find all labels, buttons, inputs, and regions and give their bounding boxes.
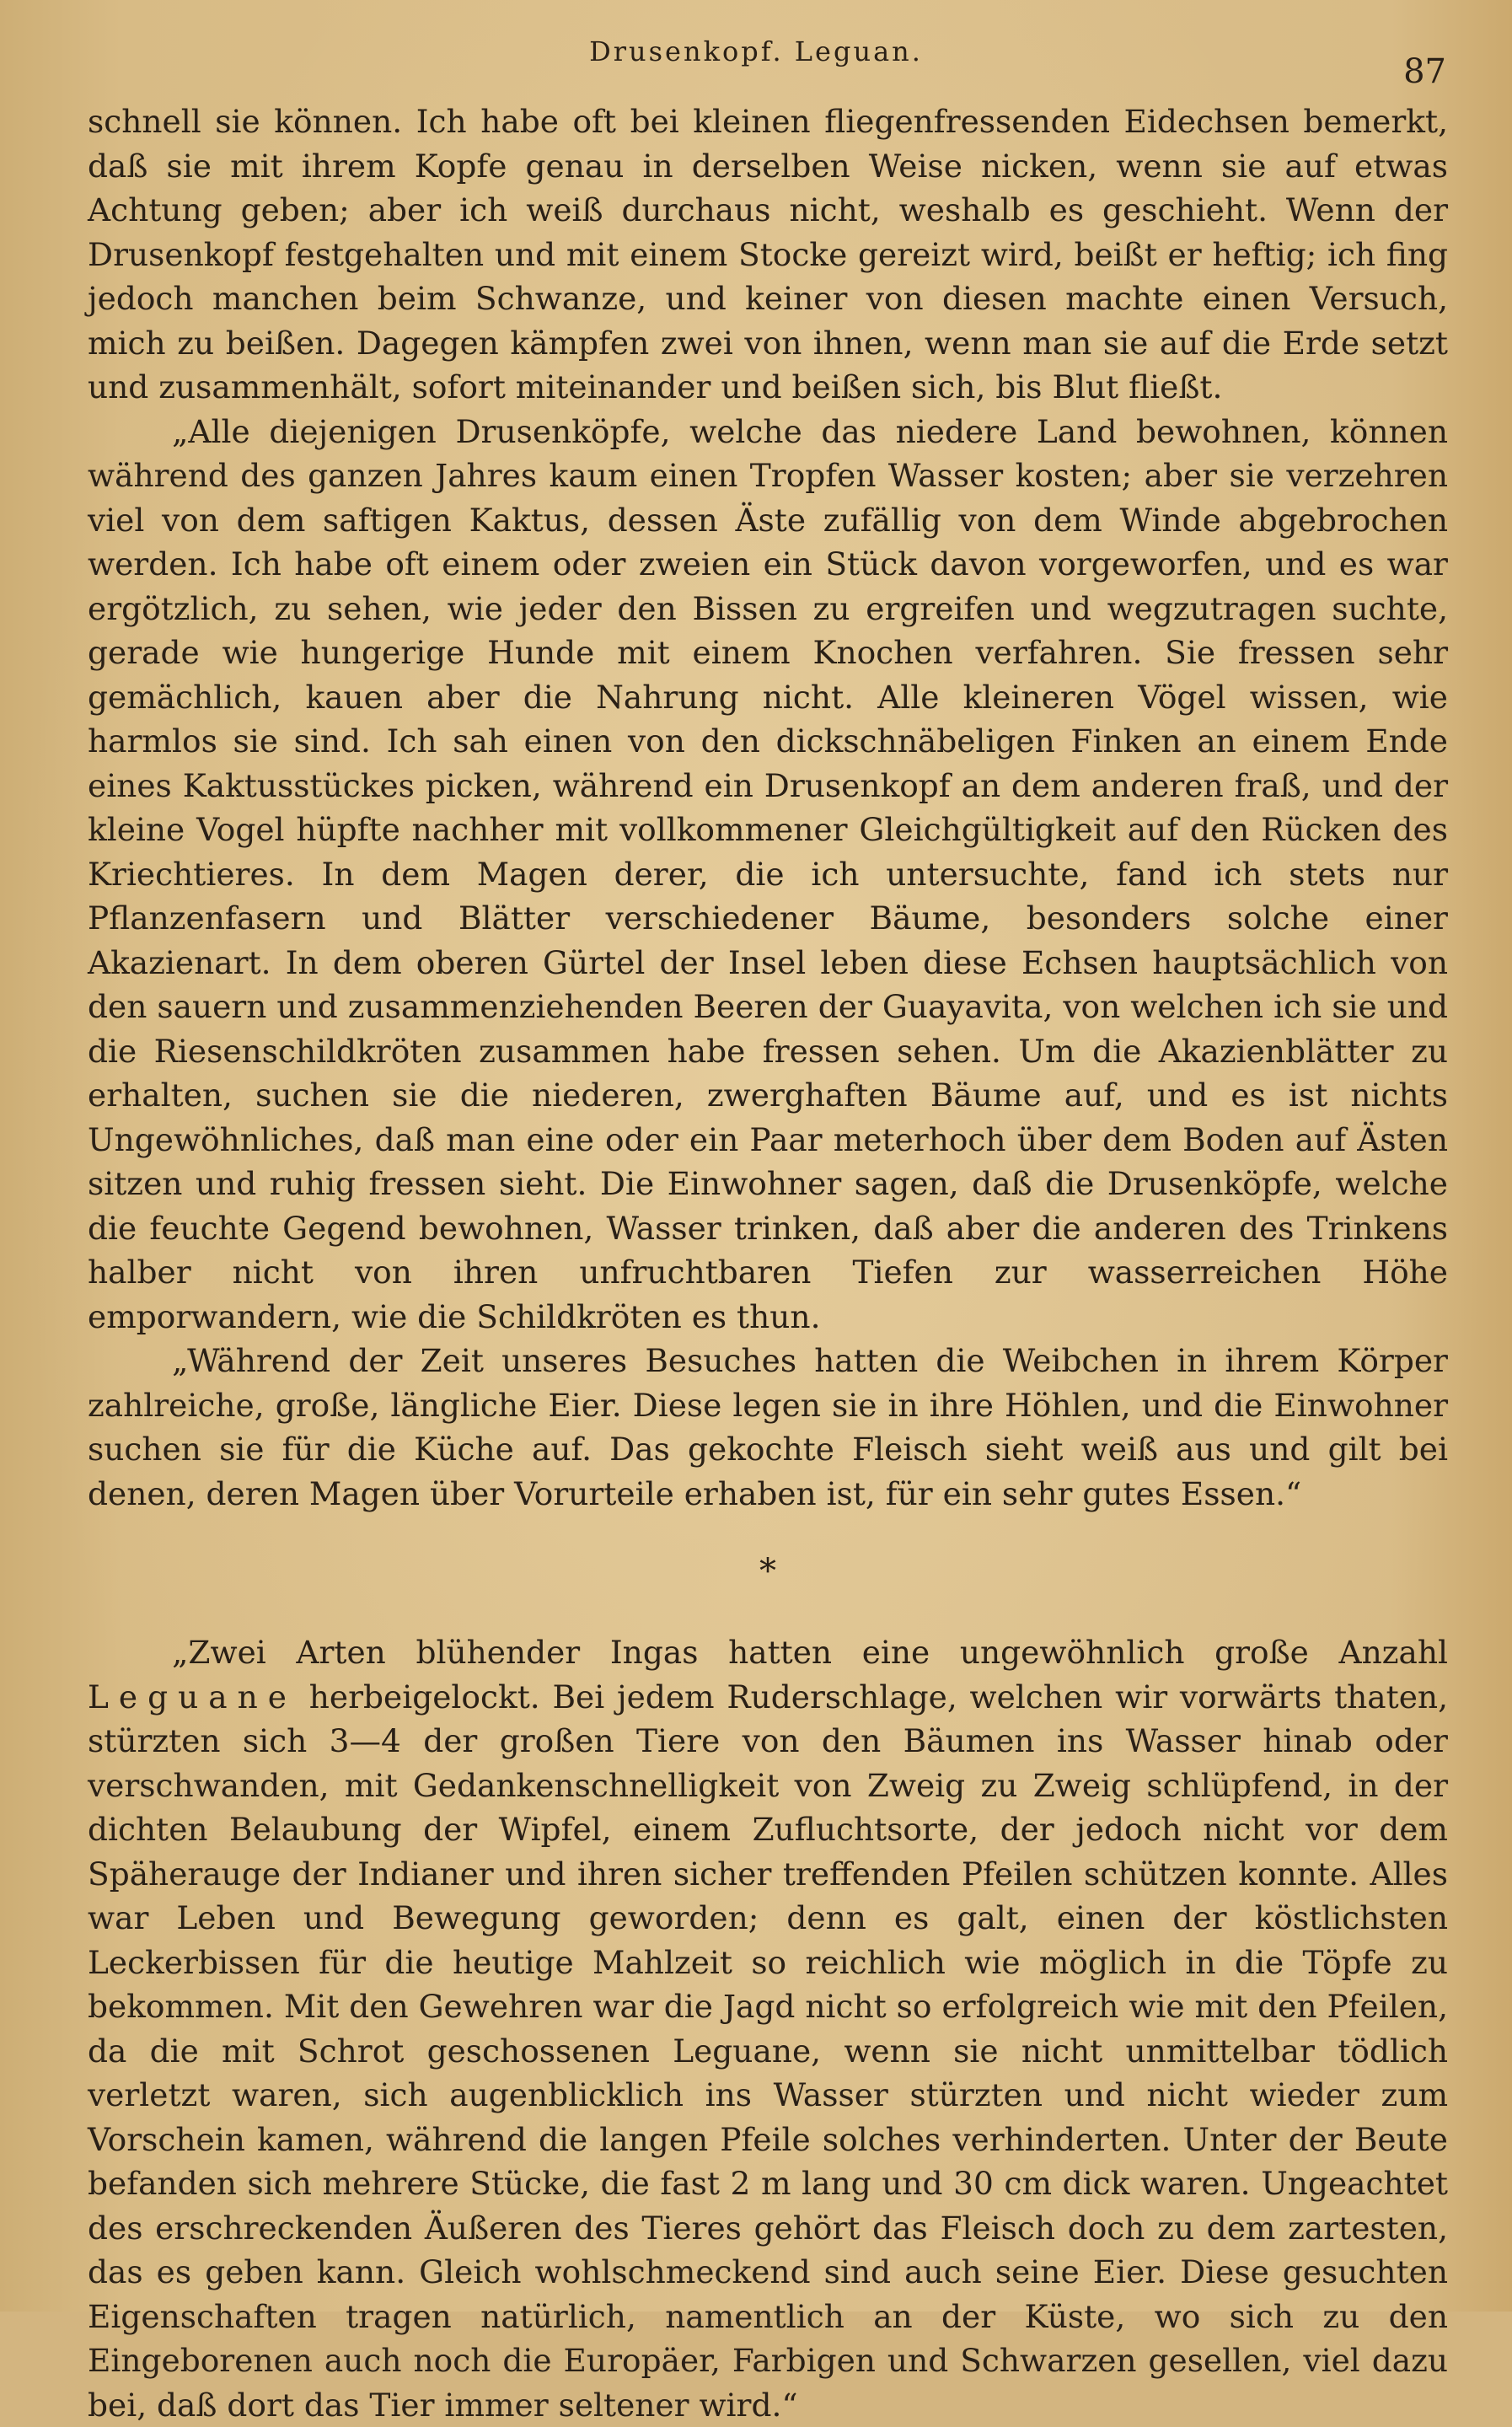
paragraph-4-start: „Zwei Arten blühender Ingas hatten eine ungewöhnlich große Anzahl bbox=[172, 1634, 1448, 1671]
paragraph-1: schnell sie können. Ich habe oft bei kleinen fliegenfressenden Eidechsen bemerkt, daß sie mit ihrem Kopfe genau in derselben Weise nicken, wenn sie auf etwas Achtung geben; aber ich weiß durchaus nicht, weshalb es geschieht. Wenn der Drusenkopf festgehalten und mit einem Stocke gereizt wird, beißt er heftig; ich fing jedoch manchen beim Schwanze, und keiner von diesen machte einen Versuch, mich zu beißen. Dagegen kämpfen zwei von ihnen, wenn man sie auf die Erde setzt und zusammenhält, sofort miteinander und beißen sich, bis Blut fließt. bbox=[88, 103, 1448, 405]
paragraph-2: „Alle diejenigen Drusenköpfe, welche das niedere Land bewohnen, können während des ganzen Jahres kaum einen Tropfen Wasser kosten; aber sie verzehren viel von dem saftigen Kaktus, dessen Äste zufällig von dem Winde abgebrochen werden. Ich habe oft einem oder zweien ein Stück davon vorgeworfen, und es war ergötzlich, zu sehen, wie jeder den Bissen zu ergreifen und wegzutragen suchte, gerade wie hungerige Hunde mit einem Knochen verfahren. Sie fressen sehr gemächlich, kauen aber die Nahrung nicht. Alle kleineren Vögel wissen, wie harmlos sie sind. Ich sah einen von den dickschnäbeligen Finken an einem Ende eines Kaktusstückes picken, während ein Drusenkopf an dem anderen fraß, und der kleine Vogel hüpfte nachher mit vollkommener Gleichgültigkeit auf den Rücken des Kriechtieres. In dem Magen derer, die ich untersuchte, fand ich stets nur Pflanzenfasern und Blätter verschiedener Bäume, besonders solche einer Akazienart. In dem oberen Gürtel der Insel leben diese Echsen hauptsächlich von den sauern und zusammenziehenden Beeren der Guayavita, von welchen ich sie und die Riesenschildkröten zusammen habe fressen sehen. Um die Akazienblätter zu erhalten, suchen sie die niederen, zwerghaften Bäume auf, und es ist nichts Ungewöhnliches, daß man eine oder ein Paar meterhoch über dem Boden auf Ästen sitzen und ruhig fressen sieht. Die Einwohner sagen, daß die Drusenköpfe, welche die feuchte Gegend bewohnen, Wasser trinken, daß aber die anderen des Trinkens halber nicht von ihren unfruchtbaren Tiefen zur wasserreichen Höhe emporwandern, wie die Schildkröten es thun. bbox=[88, 412, 1448, 1335]
paragraph-4-rest: herbeigelockt. Bei jedem Ruderschlage, welchen wir vorwärts thaten, stürzten sich 3—4 der großen Tiere von den Bäumen ins Wasser hinab oder verschwanden, mit Gedankenschnelligkeit von Zweig zu Zweig schlüpfend, in der dichten Belaubung der Wipfel, einem Zufluchtsorte, der jedoch nicht vor dem Späherauge der Indianer und ihren sicher treffenden Pfeilen schützen konnte. Alles war Leben und Bewegung geworden; denn es galt, einen der köstlichsten Leckerbissen für die heutige Mahlzeit so reichlich wie möglich in die Töpfe zu bekommen. Mit den Gewehren war die Jagd nicht so erfolgreich wie mit den Pfeilen, da die mit Schrot geschossenen Leguane, wenn sie nicht unmittelbar tödlich verletzt waren, sich augenblicklich ins Wasser stürzten und nicht wieder zum Vorschein kamen, während die langen Pfeile solches verhinderten. Unter der Beute befanden sich mehrere Stücke, die fast 2 m lang und 30 cm dick waren. Ungeachtet des erschreckenden Äußeren des Tieres gehört das Fleisch doch zu dem zartesten, das es geben kann. Gleich wohlschmeckend sind auch seine Eier. Diese gesuchten Eigenschaften tragen natürlich, namentlich an der Küste, wo sich zu den Eingeborenen auch noch die Europäer, Farbigen und Schwarzen gesellen, viel dazu bei, daß dort das Tier immer seltener wird.“ bbox=[88, 1678, 1448, 2424]
paragraph-4 bbox=[88, 1630, 1448, 2427]
text-block bbox=[88, 99, 1448, 2427]
paragraph-3: „Während der Zeit unseres Besuches hatten die Weibchen in ihrem Körper zahlreiche, große, längliche Eier. Diese legen sie in ihre Höhlen, und die Einwohner suchen sie für die Küche auf. Das gekochte Fleisch sieht weiß aus und gilt bei denen, deren Magen über Vorurteile erhaben ist, für ein sehr gutes Essen.“ bbox=[88, 1342, 1448, 1512]
paragraph-4-emphasis: Leguane bbox=[88, 1678, 297, 1716]
section-separator: * bbox=[759, 1552, 776, 1591]
running-title: Drusenkopf. Leguan. bbox=[589, 35, 923, 67]
page-number: 87 bbox=[1403, 52, 1446, 91]
